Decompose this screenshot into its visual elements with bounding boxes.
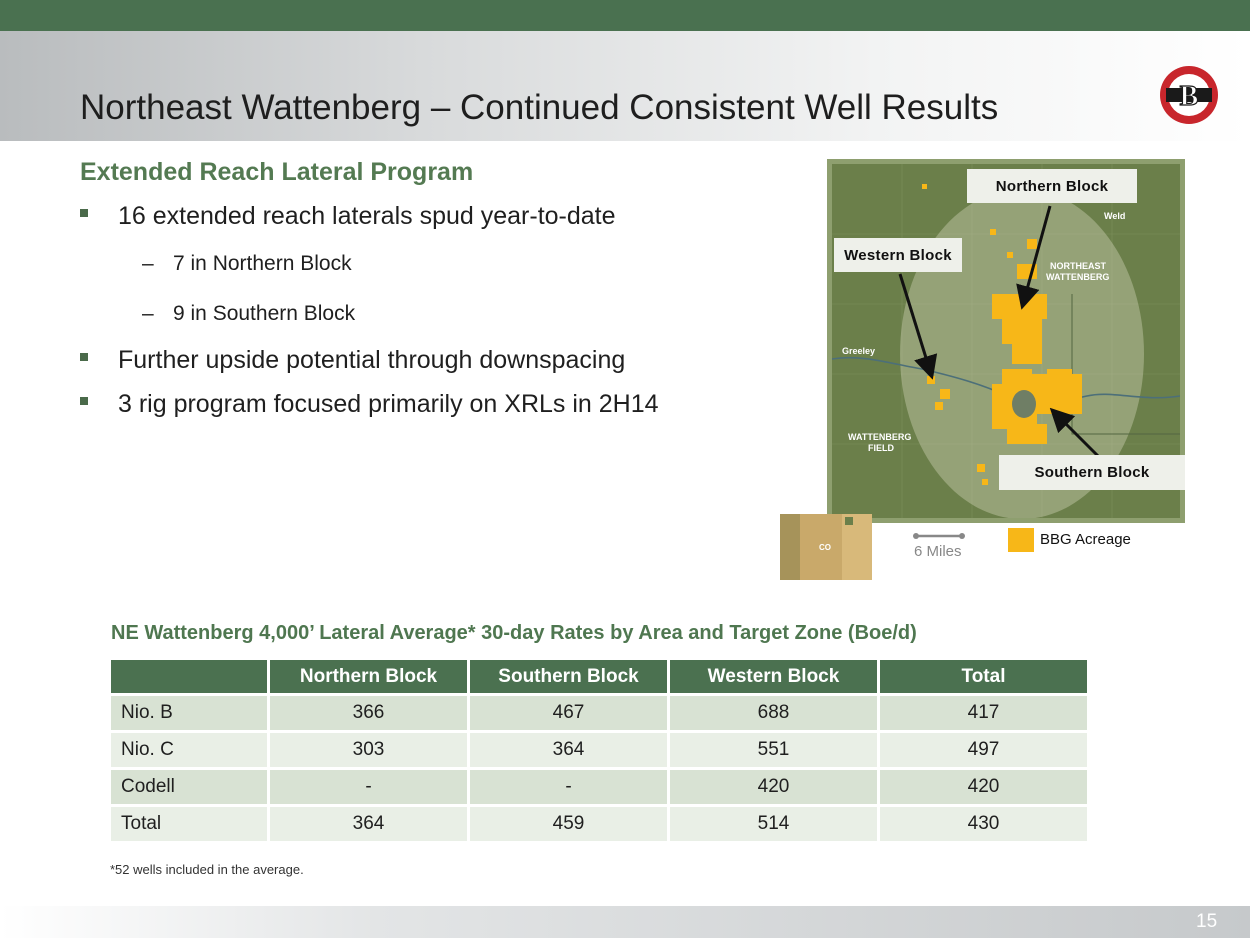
sub-bullet-text: 9 in Southern Block <box>173 302 356 325</box>
table-cell: - <box>270 770 467 804</box>
table-cell: 688 <box>670 696 877 730</box>
bullet-square-icon <box>80 209 88 217</box>
table-row <box>111 733 1087 767</box>
top-accent-bar <box>0 0 1250 31</box>
table-cell: 497 <box>880 733 1087 767</box>
row-label: Codell <box>111 770 267 804</box>
table-cell: 459 <box>470 807 667 841</box>
row-label: Total <box>111 807 267 841</box>
logo-letter: B <box>1179 81 1199 112</box>
table-cell: 364 <box>470 733 667 767</box>
table-cell: 420 <box>880 770 1087 804</box>
dash-marker: – <box>142 252 154 275</box>
map-place-label: WATTENBERG <box>848 432 912 442</box>
header-cell: Total <box>880 660 1087 693</box>
table-cell: 417 <box>880 696 1087 730</box>
header-cell: Western Block <box>670 660 877 693</box>
header-cell: Southern Block <box>470 660 667 693</box>
bullet-text: 3 rig program focused primarily on XRLs in 2H14 <box>118 390 659 418</box>
rates-table <box>108 657 1090 844</box>
map-place-label: Greeley <box>842 346 876 356</box>
footer-band <box>0 906 1250 938</box>
table-cell: 364 <box>270 807 467 841</box>
table-header-row <box>111 660 1087 693</box>
southern-block-callout: Southern Block <box>999 455 1185 490</box>
table-cell: 514 <box>670 807 877 841</box>
western-block-callout: Western Block <box>834 238 962 272</box>
bullet-square-icon <box>80 397 88 405</box>
acreage-legend-label: BBG Acreage <box>1040 531 1131 548</box>
acreage-legend-swatch <box>1008 528 1034 552</box>
table-row <box>111 770 1087 804</box>
table-cell: 366 <box>270 696 467 730</box>
dash-marker: – <box>142 302 154 325</box>
header-cell <box>111 660 267 693</box>
map-place-label: FIELD <box>868 443 894 453</box>
bullet-text: Further upside potential through downspacing <box>118 346 626 374</box>
slide-title: Northeast Wattenberg – Continued Consistent Well Results <box>80 88 999 127</box>
header-cell: Northern Block <box>270 660 467 693</box>
company-logo <box>1158 64 1220 126</box>
row-label: Nio. B <box>111 696 267 730</box>
inset-location-marker <box>845 517 853 525</box>
table-cell: 430 <box>880 807 1087 841</box>
table-row <box>111 696 1087 730</box>
map-place-label: NORTHEAST <box>1050 261 1106 271</box>
sub-bullet-text: 7 in Northern Block <box>173 252 352 275</box>
map-place-label: WATTENBERG <box>1046 272 1110 282</box>
section-subheading: Extended Reach Lateral Program <box>80 158 474 186</box>
scale-label: 6 Miles <box>914 543 962 560</box>
table-cell: 303 <box>270 733 467 767</box>
bullet-square-icon <box>80 353 88 361</box>
table-title: NE Wattenberg 4,000’ Lateral Average* 30-day Rates by Area and Target Zone (Boe/d) <box>111 622 917 644</box>
table-row <box>111 807 1087 841</box>
northern-block-callout: Northern Block <box>967 169 1137 203</box>
footnote: *52 wells included in the average. <box>110 862 304 877</box>
bullet-text: 16 extended reach laterals spud year-to-date <box>118 202 616 230</box>
row-label: Nio. C <box>111 733 267 767</box>
table-cell: 551 <box>670 733 877 767</box>
table-cell: - <box>470 770 667 804</box>
map-place-label: Weld <box>1104 211 1126 221</box>
inset-label: CO <box>819 543 831 552</box>
page-number: 15 <box>1196 911 1218 932</box>
colorado-inset-map <box>780 514 872 580</box>
table-cell: 420 <box>670 770 877 804</box>
table-cell: 467 <box>470 696 667 730</box>
